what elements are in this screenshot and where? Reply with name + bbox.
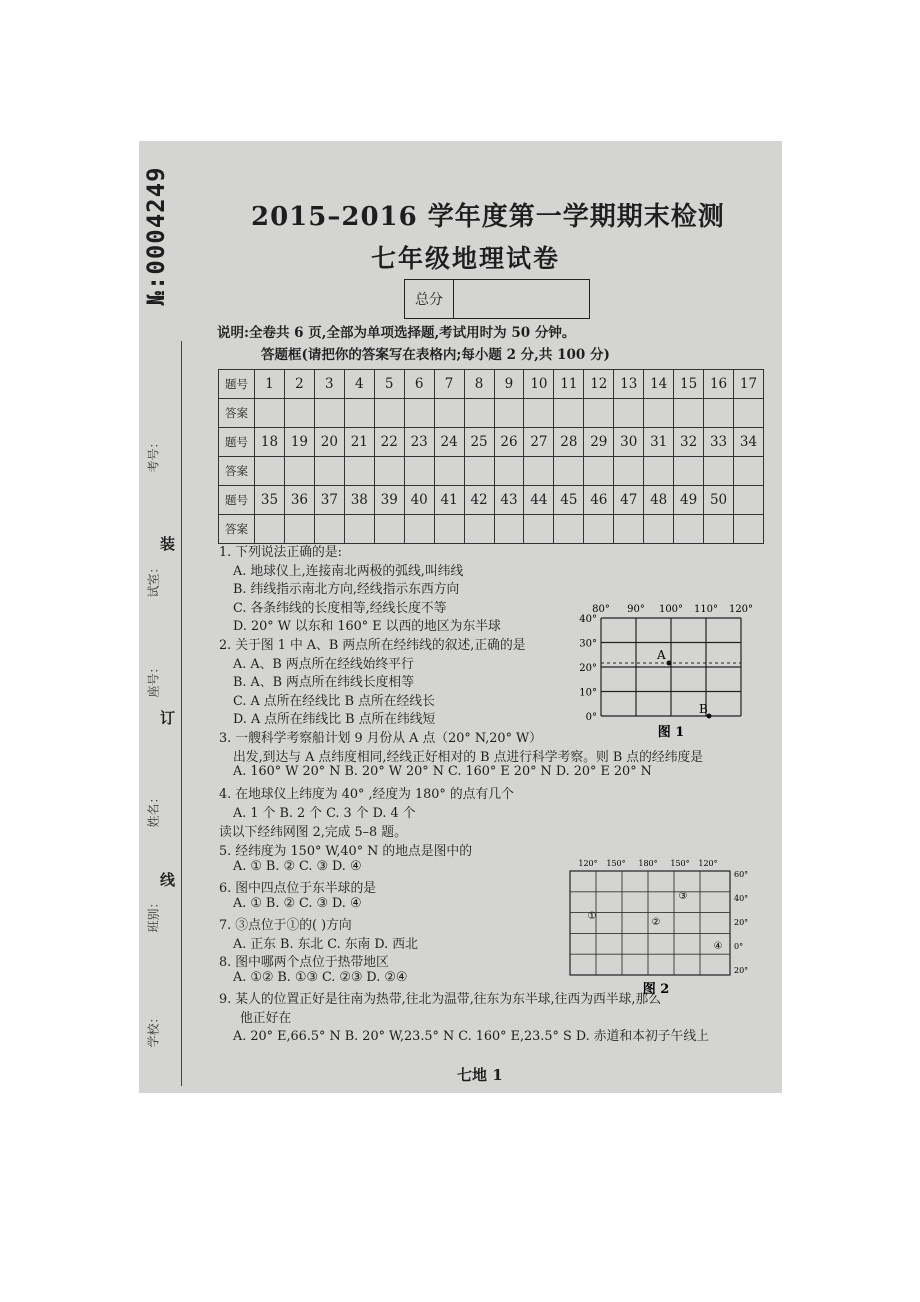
question-number-cell: 47 [614,486,644,515]
answer-cell[interactable] [674,457,704,486]
answer-cell[interactable] [644,399,674,428]
question-number-cell: 15 [674,370,704,399]
fig2-point-2: ② [651,917,661,928]
question-number-cell [734,486,764,515]
answer-cell[interactable] [434,515,464,544]
exam-subtitle: 七年级地理试卷 [371,244,561,273]
answer-cell[interactable] [314,457,344,486]
question-number-cell: 4 [344,370,374,399]
answer-cell[interactable] [284,515,314,544]
question-number-cell: 13 [614,370,644,399]
question-number-cell: 36 [284,486,314,515]
answer-table-number-row [219,428,764,457]
question-number-cell: 21 [344,428,374,457]
answer-table-answer-row [219,515,764,544]
answer-cell[interactable] [704,399,734,428]
answer-cell[interactable] [614,457,644,486]
answer-row-label: 答案 [219,515,255,544]
question-number-cell: 41 [434,486,464,515]
answer-cell[interactable] [584,399,614,428]
answer-cell[interactable] [314,515,344,544]
answer-cell[interactable] [584,457,614,486]
number-row-label: 题号 [219,370,255,399]
answer-cell[interactable] [374,457,404,486]
answer-cell[interactable] [644,515,674,544]
fig1-lat-label: 10° [579,687,597,699]
question-number-cell: 10 [524,370,554,399]
question-options: A. 20° E,66.5° N B. 20° W,23.5° N C. 160° E,23.5° S D. 赤道和本初子午线上 [233,1029,709,1045]
fig1-lat-label: 30° [579,638,597,650]
fig1-lon-label: 80° [592,604,610,615]
answer-cell[interactable] [554,399,584,428]
answer-cell[interactable] [404,515,434,544]
question-number-cell: 25 [464,428,494,457]
question-number-cell: 50 [704,486,734,515]
question-text: 1. 下列说法正确的是: [219,545,342,560]
question-number-cell: 14 [644,370,674,399]
question-text: 4. 在地球仪上纬度为 40° ,经度为 180° 的点有几个 [219,787,514,802]
answer-cell[interactable] [524,515,554,544]
question-number-cell: 37 [314,486,344,515]
answer-cell[interactable] [434,399,464,428]
total-score-box [404,279,590,319]
question-number-cell: 6 [404,370,434,399]
question-options: A. ① B. ② C. ③ D. ④ [233,895,362,911]
number-row-label: 题号 [219,428,255,457]
fig2-point-1: ① [587,911,597,922]
question-number-cell: 33 [704,428,734,457]
answer-cell[interactable] [704,515,734,544]
question-number-cell: 43 [494,486,524,515]
question-number-cell: 45 [554,486,584,515]
question-number-cell: 8 [464,370,494,399]
answer-cell[interactable] [314,399,344,428]
fig1-caption: 图 1 [657,725,685,740]
question-number-cell: 48 [644,486,674,515]
answer-cell[interactable] [614,515,644,544]
question-text: 7. ③点位于①的( )方向 [219,918,352,933]
question-number-cell: 32 [674,428,704,457]
question-number-cell: 17 [734,370,764,399]
question-number-cell: 49 [674,486,704,515]
question-number-cell: 44 [524,486,554,515]
answer-table-answer-row [219,457,764,486]
answer-cell[interactable] [255,399,285,428]
question-number-cell: 38 [344,486,374,515]
question-number-cell: 2 [284,370,314,399]
answer-cell[interactable] [494,515,524,544]
question-number-cell: 35 [255,486,285,515]
binding-mark-xian: 线 [160,871,176,889]
fig2-lat-label: 0° [734,942,744,951]
point-a-label: A [657,648,666,662]
answer-cell[interactable] [374,399,404,428]
question-number-cell: 29 [584,428,614,457]
question-option: D. 20° W 以东和 160° E 以西的地区为东半球 [233,619,501,635]
answer-table-number-row [219,486,764,515]
answer-cell[interactable] [284,457,314,486]
fig1-lat-label: 40° [579,614,597,625]
number-row-label: 题号 [219,486,255,515]
answer-cell[interactable] [674,515,704,544]
question-number-cell: 11 [554,370,584,399]
answer-row-label: 答案 [219,457,255,486]
question-number-cell: 5 [374,370,404,399]
binding-mark-ding: 订 [160,709,176,727]
question-number-cell: 22 [374,428,404,457]
serial-number: №:0004249 [142,166,170,306]
question-option: B. 纬线指示南北方向,经线指示东西方向 [233,582,460,598]
binding-label-room: 试室： [146,561,161,598]
question-number-cell: 9 [494,370,524,399]
question-text: 9. 某人的位置正好是往南为热带,往北为温带,往东为东半球,往西为西半球,那么 [219,992,662,1007]
fig2-lat-label: 60° [734,870,749,879]
question-text: 3. 一艘科学考察船计划 9 月份从 A 点（20° N,20° W） [219,731,542,746]
answer-cell[interactable] [344,399,374,428]
question-number-cell: 16 [704,370,734,399]
question-number-cell: 30 [614,428,644,457]
answer-cell[interactable] [344,515,374,544]
fig2-lat-label: 20° [734,918,749,927]
question-number-cell: 46 [584,486,614,515]
question-options: A. ①② B. ①③ C. ②③ D. ②④ [233,969,408,985]
page-footer: 七地 1 [457,1066,503,1084]
question-options: A. 正东 B. 东北 C. 东南 D. 西北 [233,936,418,952]
fig2-lat-label: 20° [734,966,749,975]
answer-cell[interactable] [464,515,494,544]
binding-line [181,341,182,1086]
fig2-lon-label: 180° [638,859,658,868]
question-option: C. 各条纬线的长度相等,经线长度不等 [233,600,447,616]
question-number-cell: 20 [314,428,344,457]
question-option: A. 地球仪上,连接南北两极的弧线,叫纬线 [233,563,464,579]
fig1-lat-label: 0° [585,712,597,723]
fig2-point-3: ③ [678,891,688,902]
answer-cell[interactable] [734,399,764,428]
exam-title: 2015–2016 学年度第一学期期末检测 [251,202,725,232]
question-number-cell: 42 [464,486,494,515]
binding-label-exam-no: 考号： [146,436,161,473]
answer-row-label: 答案 [219,399,255,428]
answer-cell[interactable] [644,457,674,486]
figure-1 [569,596,769,740]
fig2-point-4: ④ [713,941,723,952]
binding-label-school: 学校： [146,1011,161,1048]
question-number-cell: 12 [584,370,614,399]
answer-cell[interactable] [374,515,404,544]
question-number-cell: 7 [434,370,464,399]
total-score-label: 总分 [405,280,454,318]
exam-paper [139,141,782,1093]
fig2-lon-label: 120° [698,859,718,868]
fig1-lon-label: 90° [627,604,645,615]
question-number-cell: 34 [734,428,764,457]
question-text-continued: 出发,到达与 A 点纬度相同,经线正好相对的 B 点进行科学考察。则 B 点的经纬度是 [233,749,704,765]
answer-cell[interactable] [284,399,314,428]
question-number-cell: 24 [434,428,464,457]
answer-cell[interactable] [674,399,704,428]
answer-cell[interactable] [494,399,524,428]
answer-cell[interactable] [255,457,285,486]
question-options: A. 1 个 B. 2 个 C. 3 个 D. 4 个 [233,805,416,821]
fig2-lon-label: 150° [606,859,626,868]
answer-cell[interactable] [464,457,494,486]
answer-cell[interactable] [404,457,434,486]
answer-table-answer-row [219,399,764,428]
answer-cell[interactable] [734,515,764,544]
question-text: 2. 关于图 1 中 A、B 两点所在经纬线的叙述,正确的是 [219,638,526,653]
question-number-cell: 1 [255,370,285,399]
answer-table-number-row [219,370,764,399]
instructions-line-2: 答题框(请把你的答案写在表格内;每小题 2 分,共 100 分) [261,347,610,363]
fig1-lat-label: 20° [579,663,597,674]
answer-cell[interactable] [434,457,464,486]
fig1-lon-label: 110° [693,604,719,615]
fig2-lon-label: 150° [670,859,690,868]
fig2-frame [570,871,730,975]
answer-cell[interactable] [524,399,554,428]
point-a-marker [667,661,672,666]
answer-cell[interactable] [524,457,554,486]
question-option: B. A、B 两点所在纬线长度相等 [233,675,415,691]
point-b-label: B [699,702,708,716]
question-text: 8. 图中哪两个点位于热带地区 [219,955,389,970]
question-option: A. A、B 两点所在经线始终平行 [233,656,414,672]
answer-cell[interactable] [554,515,584,544]
answer-cell[interactable] [464,399,494,428]
question-number-cell: 31 [644,428,674,457]
question-option: C. A 点所在经线比 B 点所在经线长 [233,693,435,709]
binding-label-seat: 座号： [146,661,161,698]
answer-table [218,369,764,544]
answer-cell[interactable] [404,399,434,428]
question-number-cell: 23 [404,428,434,457]
question-text-continued: 他正好在 [240,1010,292,1026]
figure-2 [564,853,764,997]
answer-cell[interactable] [614,399,644,428]
question-number-cell: 26 [494,428,524,457]
question-text: 6. 图中四点位于东半球的是 [219,881,377,896]
instructions-line-1: 说明:全卷共 6 页,全部为单项选择题,考试用时为 50 分钟。 [217,325,576,341]
fig1-lon-label: 100° [658,604,684,615]
question-text: 读以下经纬网图 2,完成 5–8 题。 [219,825,407,840]
question-options: A. 160° W 20° N B. 20° W 20° N C. 160° E 20° N D. 20° E 20° N [233,764,652,780]
binding-label-name: 姓名： [146,791,161,828]
question-number-cell: 40 [404,486,434,515]
fig1-lon-label: 120° [728,604,754,615]
answer-cell[interactable] [344,457,374,486]
answer-cell[interactable] [494,457,524,486]
binding-label-class: 班别： [146,896,161,933]
answer-cell[interactable] [554,457,584,486]
fig2-caption: 图 2 [642,982,670,997]
binding-mark-zhuang: 装 [160,535,176,553]
fig2-lat-label: 40° [734,894,749,903]
question-options: A. ① B. ② C. ③ D. ④ [233,858,362,874]
answer-cell[interactable] [255,515,285,544]
answer-cell[interactable] [704,457,734,486]
question-number-cell: 27 [524,428,554,457]
question-text: 5. 经纬度为 150° W,40° N 的地点是图中的 [219,844,473,859]
answer-cell[interactable] [734,457,764,486]
question-number-cell: 39 [374,486,404,515]
question-number-cell: 18 [255,428,285,457]
fig2-lon-label: 120° [578,859,598,868]
question-option: D. A 点所在纬线比 B 点所在纬线短 [233,712,436,728]
answer-cell[interactable] [584,515,614,544]
question-number-cell: 3 [314,370,344,399]
question-number-cell: 28 [554,428,584,457]
question-number-cell: 19 [284,428,314,457]
